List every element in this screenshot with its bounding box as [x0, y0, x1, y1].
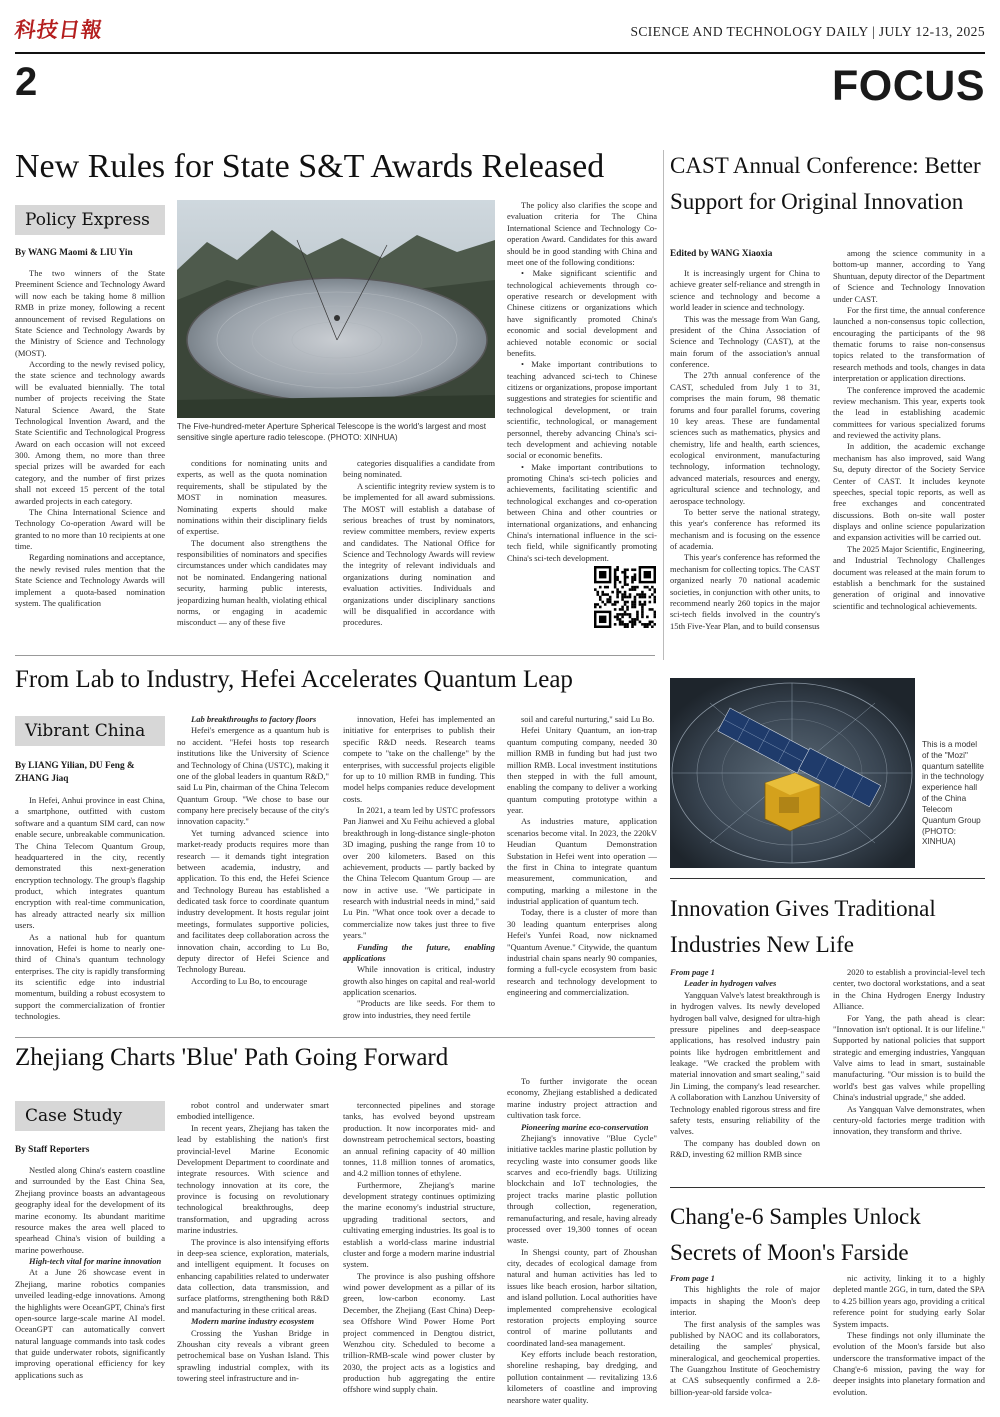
paragraph: Yangquan Valve's latest breakthrough is in hydrogen valves. Its newly developed hydrogen ball valve, designed for ultra-high pressure pipelines and deep-seaspace applications, has resolved industry pain points like hydrogen embrittlement and leakage. "We cracked the problem with material innovation and smart sealing," said Jin Liming, the company's lead researcher. A collaboration with Lanzhou University of Technology enabled rigorous stress and fire safety tests, ensuring reliability of the valves.	[670, 989, 820, 1137]
article3-tag: Vibrant China	[15, 716, 165, 746]
paragraph: It is increasingly urgent for China to achieve greater self-reliance and strength in science and technology and become a world leader in science and technology.	[670, 268, 820, 313]
article5-col4	[507, 1076, 657, 1410]
article1-col4	[507, 200, 657, 565]
article5-col4b-body	[507, 1133, 657, 1406]
paragraph: "Products are like seeds. For them to grow into industries, they need fertile	[343, 998, 495, 1020]
paragraph: The first analysis of the samples was published by NAOC and its collaborators, detailing the samples' physical, mineralogical, and geochemical properties. The Guangzhou Institute of Geochemistry at CAS subsequently confirmed a 2.8-billion-year-old farside volca-	[670, 1318, 820, 1397]
article1-col3	[343, 458, 495, 663]
paragraph: Yet turning advanced science into market-ready products requires more than research — it demands tight integration between academia, industry, and application. To this end, the Hefei Science and Technology Bureau has established a dedicated task force to coordinate quantum industry development. It hosts regular joint meetings, formulates supportive policies, and facilitates deep collaboration across the innovation chain, according to Lu Bo, deputy director of Hefei Science and Technology Bureau.	[177, 827, 329, 975]
article3-col3b-body	[343, 964, 495, 1021]
qr-code[interactable]	[594, 566, 656, 628]
paragraph: innovation, Hefei has implemented an initiative for enterprises to publish their specific R&D needs. Research teams compete to "take on the challenge" by the enterprises, with successful projects eligible for up to 10 million RMB in funding. This model helps companies reduce development costs.	[343, 714, 495, 804]
paragraph: The 27th annual conference of the CAST, scheduled from July 1 to 31, comprises the main forum, 98 thematic forums and four parallel forums, covering 10 key areas. These are fundamental sciences such as mathematics, physics and chemistry, life and health, earth sciences, ecological environment, manufacturing technology, information technology, advanced materials, resources and energy, agricultural science and technology, and aerospace technology.	[670, 370, 820, 506]
article5-col3	[343, 1100, 495, 1410]
paragraph: As industries mature, application scenarios become vital. In 2023, the 220kV Heudian Quantum Demonstration Substation in Hefei went into operation — the first in China to integrate quantum measurement, communication, and computing, marking a milestone in the industrial application of quantum tech.	[507, 816, 657, 906]
qr-code-icon	[594, 566, 656, 628]
article4-headline: Innovation Gives Traditional Industries New Life	[670, 896, 936, 957]
article2-byline: Edited by WANG Xiaoxia	[670, 249, 773, 259]
article6-from: From page 1	[670, 1273, 715, 1283]
paragraph: The conference improved the academic review mechanism. This year, experts took the lead in establishing academic committees for various specialized forums and reviewed the activity plans.	[833, 384, 985, 440]
article1-byline: By WANG Maomi & LIU Yin	[15, 248, 133, 258]
article6-headline: Chang'e-6 Samples Unlock Secrets of Moon's Farside	[670, 1204, 921, 1265]
article5-col1b-body	[15, 1267, 165, 1381]
article3-subhead2: Funding the future, enabling applications	[343, 941, 495, 963]
article2-col1	[670, 268, 820, 663]
paragraph: To further invigorate the ocean economy, Zhejiang established a dedicated marine industry project attraction and cultivation task force.	[507, 1076, 657, 1121]
paragraph: Nestled along China's eastern coastline and surrounded by the East China Sea, Zhejiang province boasts an advantageous geography ideal for the development of its marine economy. Its abundant maritime resource makes the area well placed to spearhead China's vision of building a marine powerhouse.	[15, 1165, 165, 1255]
paragraph: 2020 to establish a provincial-level tech center, two doctoral workstations, and a seat in the China Hydrogen Energy Industry Alliance.	[833, 967, 985, 1012]
paragraph: Furthermore, Zhejiang's marine development strategy continues optimizing the marine economy's industrial structure, upgrading traditional sectors, and cultivating emerging industries. Its goal is to establish a world-class marine industrial cluster and forge a modern marine industrial system.	[343, 1179, 495, 1270]
article1-tag: Policy Express	[15, 205, 165, 235]
article4-col2	[833, 967, 985, 1177]
paragraph: The province is also pushing offshore wind power development as a pillar of its green, low-carbon economy. Last December, the Zhejiang (East China) Deep-sea Offshore Wind Power Home Port project commenced in Dengtou district, Wenzhou city. Scheduled to become a trillion-RMB-scale wind power cluster by 2030, the project acts as a logistics and production hub aggregating the entire offshore wind supply chain.	[343, 1270, 495, 1395]
paragraph: nic activity, linking it to a highly depleted mantle 2GG, in turn, dated the SPA to 4.25 billion years ago, providing a critical reference point for studying early Solar System impacts.	[833, 1273, 985, 1329]
paragraph: Crossing the Yushan Bridge in Zhoushan city reveals a vibrant green petrochemical base on Yushan Island. This sprawling industrial complex, with its towering steel infrastructure and in-	[177, 1327, 329, 1383]
paragraph: According to Lu Bo, to encourage	[191, 975, 308, 986]
paragraph: Hefei's emergence as a quantum hub is no accident. "Hefei hosts top research institutions like the University of Science and Technology of China (USTC), making it one of the global leaders in quantum R&D," said Lu Pin, chairman of the China Telecom Quantum Group. "We chose to base our company here precisely because of the city's innovation capacity."	[177, 725, 329, 827]
paragraph: Zhejiang's innovative "Blue Cycle" initiative tackles marine plastic pollution by recycling waste into consumer goods like scarves and eco-friendly bags. Utilizing blockchain and IoT technologies, the project tracks marine plastic pollution through collection, regeneration, remanufacturing, and resale, having already processed over 19,300 tonnes of ocean waste.	[507, 1132, 657, 1246]
masthead-rule	[15, 52, 985, 54]
article4-subhead: Leader in hydrogen valves	[684, 978, 777, 989]
section-divider	[15, 655, 655, 656]
paragraph: In recent years, Zhejiang has taken the lead by establishing the nation's first provincial-level Marine Economic Development Department to coordinate and integrate resources. With science and technology innovation at its core, the province is focusing on revolutionary technological breakthroughs, deep transformation, and upgrading across marine industries.	[177, 1122, 329, 1236]
mozi-satellite-photo	[670, 678, 915, 868]
article4-from: From page 1	[670, 967, 715, 977]
article3-col3-body	[343, 714, 495, 942]
article4-col1-body	[670, 990, 820, 1161]
article5-subhead3: Pioneering marine eco-conservation	[521, 1121, 649, 1132]
paragraph: The 2025 Major Scientific, Engineering, and Industrial Technology Challenges document was released at the main forum to establish a benchmark for the sustained generation of original and innovative scientific and technological achievements.	[833, 543, 985, 611]
paragraph: soil and careful nurturing," said Lu Bo.	[521, 714, 655, 724]
paragraph: terconnected pipelines and storage tanks, has evolved beyond upstream production. It now incorporates mid- and downstream petrochemical sectors, boasting an annual refining capacity of 40 million tonnes, 11.8 million tonnes of aromatics, and 4.2 million tonnes of ethylene.	[343, 1100, 495, 1179]
paragraph: Key efforts include beach restoration, shoreline reshaping, bay dredging, and pollution containment — revitalizing 13.6 kilometers of coastline and improving nearshore water quality.	[507, 1349, 657, 1405]
paragraph: A scientific integrity review system is to be implemented for all award submissions. The MOST will establish a database of serious breaches of trust by nominators, review committee members, review experts and candidates. The National Office for Science and Technology Awards will review the integrity of relevant individuals and organizations during nomination and evaluation activities. Individuals and organizations under disciplinary sanctions will be disqualified in accordance with procedures.	[343, 480, 495, 628]
paragraph: This year's conference has reformed the mechanism for collecting topics. The CAST organized nearly 70 national academic societies, in conjunction with other units, to recommend nearly 260 topics in the major sci-tech fields involved in the country's 15th Five-Year Plan, and to build consensus	[670, 552, 820, 631]
article5-subhead1: High-tech vital for marine innovation	[29, 1256, 162, 1266]
newspaper-logo: 科技日報	[13, 17, 105, 42]
article1-headline: New Rules for State S&T Awards Released	[15, 148, 605, 185]
paragraph: The company has doubled down on R&D, investing 62 million RMB since	[670, 1137, 820, 1159]
article5-col2	[177, 1100, 329, 1410]
section-divider	[670, 1187, 985, 1188]
fast-telescope-photo	[177, 200, 495, 418]
paragraph: To better serve the national strategy, this year's conference has reformed its mechanism and is focusing on the essence of academia.	[670, 506, 820, 551]
mozi-satellite-image	[670, 678, 915, 868]
paragraph: conditions for nominating units and experts, as well as the quota nomination requirements, shall be stipulated by the MOST in nomination measures. Nominating experts should make nominations within their disciplinary fields of expertise.	[177, 458, 327, 537]
paragraph: This was the message from Wan Gang, president of the China Association of Science and Technology (CAST), at the main forum of the association's annual conference.	[670, 313, 820, 369]
paragraph: As a national hub for quantum innovation, Hefei is home to nearly one-third of China's quantum technology enterprises. The city is rapidly transforming its scientific edge into industrial momentum, building a robust ecosystem to support the commercialization of frontier technologies.	[15, 931, 165, 1022]
paragraph: While innovation is critical, industry growth also hinges on capital and real-world application scenarios.	[343, 964, 495, 997]
paragraph: As Yangquan Valve demonstrates, when century-old factories merge tradition with innovation, they transform and thrive.	[833, 1103, 985, 1137]
article3-col4	[507, 714, 657, 1030]
paragraph: These findings not only illuminate the evolution of the Moon's farside but also underscore the transformative impact of the Chang'e-6 mission, paving the way for deeper insights into planetary formation and evolution.	[833, 1329, 985, 1397]
paragraph: Today, there is a cluster of more than 30 leading quantum enterprises along Hefei's Yunfei Road, now nicknamed "Quantum Avenue." Citywide, the quantum industrial chain spans nearly 90 companies, forming a full-cycle ecosystem from basic research and technology development to engineering and commercialization.	[507, 907, 657, 997]
article5-headline: Zhejiang Charts 'Blue' Path Going Forward	[15, 1044, 449, 1071]
article3-col2-body	[177, 725, 329, 987]
article6-col2	[833, 1273, 985, 1410]
article5-tag: Case Study	[15, 1101, 165, 1131]
paragraph: categories disqualifies a candidate from being nominated.	[343, 458, 495, 480]
article5-col2-body	[177, 1100, 329, 1316]
paragraph: In 2021, a team led by USTC professors Pan Jianwei and Xu Feihu achieved a global breakthrough in long-distance single-photon 3D imaging, pushing the range from 10 to over 200 kilometers. Based on this achievement, products — partly backed by the China Telecom Quantum Group — are now in active use. "We participate in research with industrial needs in mind," said Lu Pin. "What once took over a decade to commercialize now takes just three to five years."	[343, 805, 495, 941]
masthead-date: SCIENCE AND TECHNOLOGY DAILY | JULY 12-13, 2025	[630, 24, 985, 39]
paragraph: The China International Science and Technology Co-operation Award will be granted to no more than 10 recipients at one time.	[15, 506, 165, 551]
column-divider	[663, 150, 664, 660]
article4-col1	[670, 967, 820, 1177]
paragraph: • Make significant scientific and technological achievements through co-operative research or development with Chinese citizens or organizations which have significantly promoted China's economic and social development and achieved notable economic or social benefits.	[507, 268, 657, 358]
article3-byline: By LIANG Yilian, DU Feng & ZHANG Jiaq	[15, 761, 135, 785]
article5-subhead2: Modern marine industry ecosystem	[191, 1316, 315, 1327]
paragraph: For the first time, the annual conference launched a non-consensus topic collection, encouraging the participants of the 98 thematic forums to raise non-consensus topics related to the transformation of research methods and tools, changes in data interpretation or application directions.	[833, 304, 985, 384]
section-title: FOCUS	[832, 62, 985, 110]
paragraph: • Make important contributions to promoting China's sci-tech policies and achievements, facilitating scientific and technological exchanges and co-operation between China and other countries or international organizations, and enhancing China's international influence in the sci-tech field, while significantly promoting China's sci-tech development.	[507, 461, 657, 563]
article2-col2	[833, 248, 985, 663]
paragraph: among the science community in a bottom-up manner, according to Yang Shuntuan, deputy director of the Department of Science and Technology Innovation under CAST.	[833, 248, 985, 304]
article5-col1	[15, 1165, 165, 1410]
paragraph: For Yang, the path ahead is clear: "Innovation isn't optional. It is our lifeline." Supported by national policies that support strategic and emerging industries, Yangquan Valve aims to lead in smart, sustainable manufacturing. "Our mission is to build the world's best gas valves while propelling China's industrial upgrade," she added.	[833, 1012, 985, 1103]
page-number: 2	[15, 60, 38, 104]
paragraph: In Hefei, Anhui province in east China, a smartphone, outfitted with custom software and a quantum SIM card, can now enable secure, unbreakable communication. The China Telecom Quantum Group, headquartered in the city, recently demonstrated this next-generation encryption technology. The group's flagship product, which integrates quantum encryption with real-time communication, has already attracted nearly six million users.	[15, 795, 165, 931]
article6-col1-body	[670, 1284, 820, 1398]
article5-col2b-body	[177, 1328, 329, 1385]
article5-byline: By Staff Reporters	[15, 1145, 90, 1155]
article2-headline: CAST Annual Conference: Better Support for Original Innovation	[670, 153, 981, 214]
paragraph: The two winners of the State Preeminent Science and Technology Award will now each be taking home 8 million RMB in prize money, following a recent announcement of revised Regulations on State Science and Technology Awards by the Ministry of Science and Technology (MOST).	[15, 268, 165, 358]
paragraph: In Shengsi county, part of Zhoushan city, decades of ecological damage from natural and human activities has led to issues like beach erosion, harbor siltation, and island pollution. Local authorities have implemented comprehensive ecological restoration projects employing source control of marine pollutants and coordinated land-sea management.	[507, 1246, 657, 1348]
section-divider	[670, 878, 985, 879]
article3-subhead1: Lab breakthroughs to factory floors	[191, 714, 317, 724]
paragraph: The province is also intensifying efforts in deep-sea science, exploration, materials, and intelligent equipment. It focuses on enhancing capabilities related to underwater data collection, data transmission, and surface platforms, strengthening both R&D and manufacturing in these critical areas.	[177, 1236, 329, 1315]
paragraph: According to the newly revised policy, the state science and technology awards will be evaluated biennially. The total number of projects receiving the State Natural Science Award, the State Technological Invention Award, and the State Scientific and Technological Progress Award on each occasion will not exceed 300. Among them, no more than three special prizes will be awarded for each category, and the number of first prizes shall not exceed 15 percent of the total awarded projects in each category.	[15, 359, 165, 506]
section-divider	[15, 1037, 655, 1038]
article3-col3	[343, 714, 495, 1030]
paragraph: robot control and underwater smart embodied intelligence.	[177, 1100, 329, 1122]
article3-headline: From Lab to Industry, Hefei Accelerates Quantum Leap	[15, 666, 573, 693]
article3-photo-caption: This is a model of the "Mozi" quantum satellite in the technology experience hall of the China Telecom Quantum Group (PHOTO: XINHUA)	[922, 740, 984, 847]
paragraph: • Make important contributions to teaching advanced sci-tech to Chinese citizens or organizations, propose important suggestions and strategies for scientific and technological development, or train scientific, technological, or management personnel, thereby advancing China's sci-tech development and achieving notable social or economic benefits.	[507, 359, 657, 461]
paragraph: The document also strengthens the responsibilities of nominators and specifies circumstances under which candidates may not be nominated. Endangering national security, harming public interests, jeopardizing human health, violating ethical norms, or engaging in academic misconduct — any of these five	[177, 537, 327, 628]
article1-photo-caption: The Five-hundred-meter Aperture Spherical Telescope is the world's largest and most sensitive single aperture radio telescope. (PHOTO: XINHUA)	[177, 422, 487, 442]
article6-col1	[670, 1273, 820, 1410]
article1-col4-tail	[507, 565, 591, 665]
article1-col2	[177, 458, 327, 663]
article3-col1	[15, 795, 165, 1030]
article5-col4-body	[507, 1076, 657, 1122]
paragraph: At a June 26 showcase event in Zhejiang, marine robotics companies unveiled leading-edge innovations. Among the highlights were OceanGPT, China's first open-source large-scale marine AI model. OceanGPT can automatically convert natural language commands into task codes that guide underwater robots, significantly improving operational efficiency for key applications such as	[15, 1267, 165, 1380]
fast-telescope-image	[177, 200, 495, 418]
article1-col1	[15, 268, 165, 663]
article3-col2	[177, 714, 329, 1030]
paragraph: Regarding nominations and acceptance, the newly revised rules mention that the State Science and Technology Awards will implement a quota-based nomination system. The qualification	[15, 552, 165, 608]
paragraph: Hefei Unitary Quantum, an ion-trap quantum computing company, needed 30 million RMB in funding but had just two million RMB. Local investment institutions then stepped in with the full amount, enabling the company to deliver a working quantum computing prototype within a year.	[507, 725, 657, 815]
paragraph: The policy also clarifies the scope and evaluation criteria for The China International Science and Technology Co-operation Award. Candidates for this award should be in good standing with China and meet one of the following conditions:	[507, 200, 657, 267]
paragraph: This highlights the role of major impacts in shaping the Moon's deep interior.	[670, 1284, 820, 1318]
paragraph: In addition, the academic exchange mechanism has also improved, said Wang Su, deputy director of the Society Service Center of CAST. It includes keynote speeches, special topic reports, as well as free exchanges and concentrated discussions. Both on-site wall poster displays and online science popularization and expansion activities will be carried out.	[833, 441, 985, 543]
article5-col1-body	[15, 1165, 165, 1256]
